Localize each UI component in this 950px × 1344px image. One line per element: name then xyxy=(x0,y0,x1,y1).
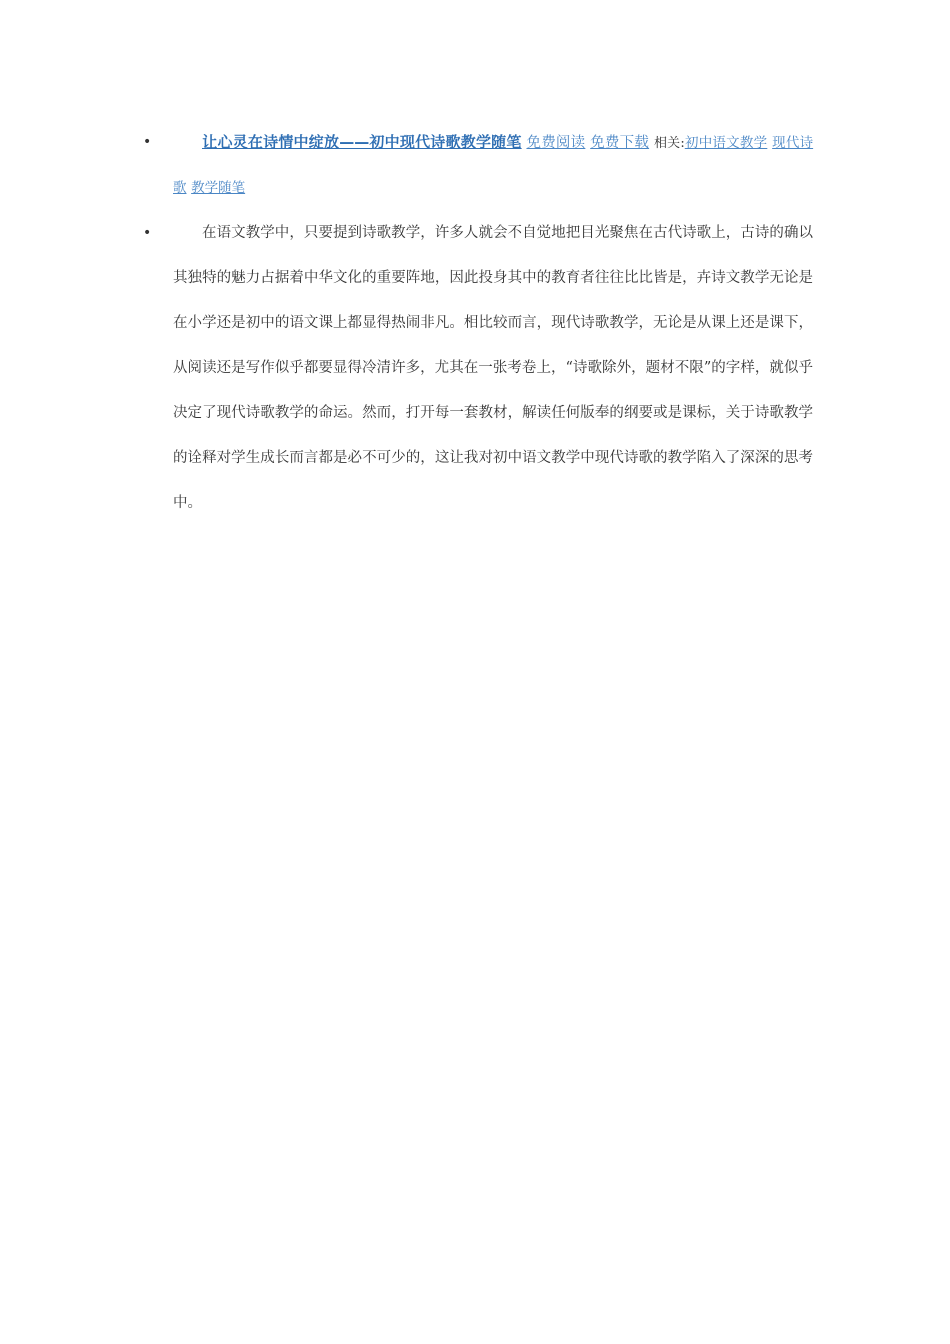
article-list xyxy=(143,120,814,526)
free-download-link[interactable]: 免费下载 xyxy=(590,135,650,151)
list-item-article-link xyxy=(143,120,814,211)
related-label: 相关: xyxy=(653,136,685,151)
bullet-icon: • xyxy=(143,134,152,150)
article-title-link[interactable]: 让心灵在诗情中绽放——初中现代诗歌教学随笔 xyxy=(202,133,522,151)
bullet-icon: • xyxy=(143,225,152,241)
article-body-text: 在语文教学中，只要提到诗歌教学，许多人就会不自觉地把目光聚焦在古代诗歌上，古诗的确以其独特的魅力占据着中华文化的重要阵地，因此投身其中的教育者往往比比皆是，卉诗文教学无论是在小学还是初中的语文课上都显得热闹非凡。相比较而言，现代诗歌教学，无论是从课上还是课下，从阅读还是写作似乎都要显得冷清许多，尤其在一张考卷上，“诗歌除外，题材不限”的字样，就似乎决定了现代诗歌教学的命运。然而，打开每一套教材，解读任何版奉的纲要或是课标，关于诗歌教学的诠释对学生成长而言都是必不可少的，这让我对初中语文教学中现代诗歌的教学陷入了深深的思考中。 xyxy=(173,225,813,511)
related-tag-link[interactable]: 初中语文教学 xyxy=(684,135,768,151)
related-tag-link[interactable]: 现代诗歌 xyxy=(173,135,814,196)
related-tag-link[interactable]: 教学随笔 xyxy=(191,180,246,196)
list-item-article-body xyxy=(143,211,813,526)
free-read-link[interactable]: 免费阅读 xyxy=(526,135,586,151)
